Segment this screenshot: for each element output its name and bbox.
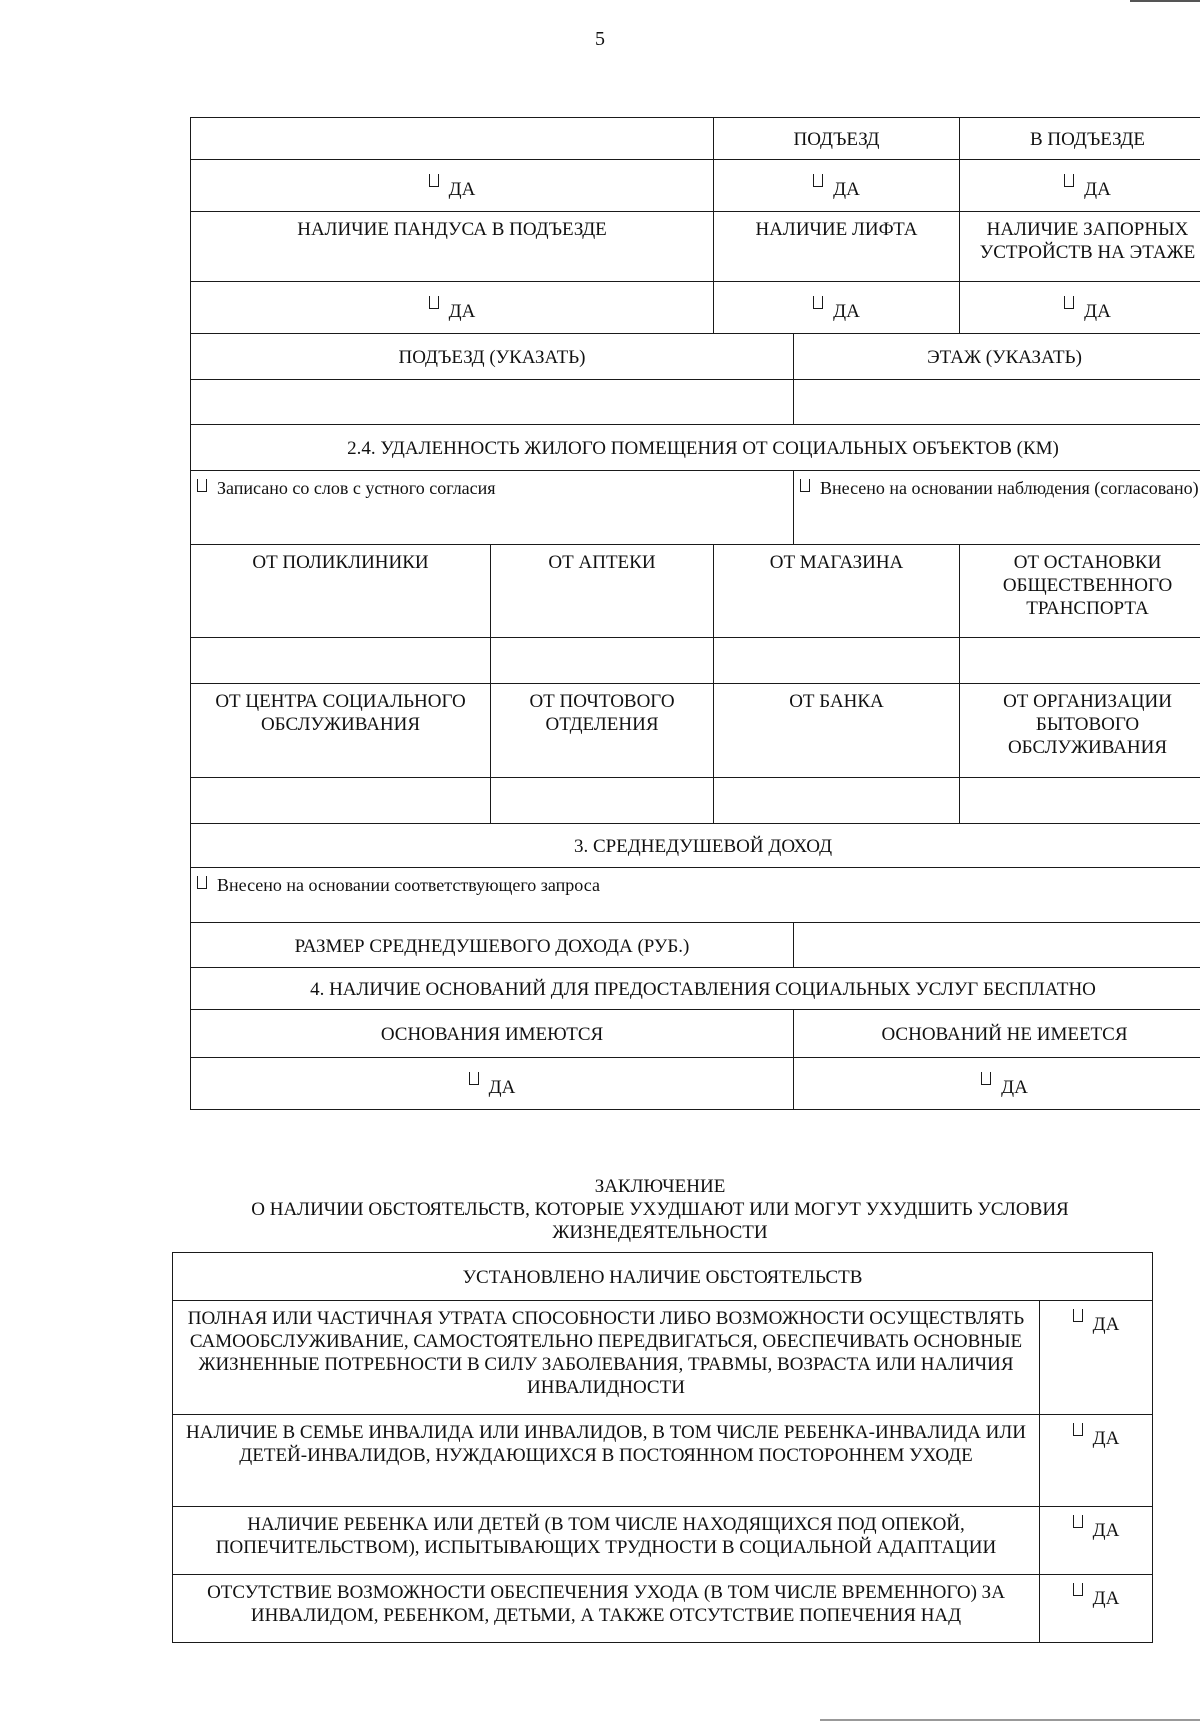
- checkbox-cell: [1040, 1301, 1153, 1415]
- conclusion-subtitle: О НАЛИЧИИ ОБСТОЯТЕЛЬСТВ, КОТОРЫЕ УХУДШАЮТ ИЛИ МОГУТ УХУДШИТЬ УСЛОВИЯ: [251, 1199, 1069, 1220]
- checkbox[interactable]: [1073, 1309, 1083, 1322]
- grounds-absent-label: ОСНОВАНИЙ НЕ ИМЕЕТСЯ: [794, 1010, 1200, 1058]
- distance-header-household-services: ОТ ОРГАНИЗАЦИИ БЫТОВОГО ОБСЛУЖИВАНИЯ: [960, 684, 1200, 778]
- checkbox[interactable]: [813, 296, 823, 309]
- header-entrance: ПОДЪЕЗД: [714, 118, 960, 160]
- checkbox[interactable]: [429, 296, 439, 309]
- option-verbal-label: Записано со слов с устного согласия: [217, 478, 496, 498]
- distance-input[interactable]: [191, 638, 491, 684]
- checkbox[interactable]: [197, 876, 207, 889]
- checkbox-label: ДА: [1092, 1428, 1120, 1449]
- option-observed-cell: [794, 471, 1200, 545]
- entrance-input[interactable]: [191, 380, 794, 425]
- option-observed-label: Внесено на основании наблюдения (согласовано): [820, 478, 1199, 498]
- checkbox-cell: [191, 160, 714, 212]
- conclusion-title: ЗАКЛЮЧЕНИЕ: [594, 1176, 726, 1197]
- distance-header-pharmacy: ОТ АПТЕКИ: [491, 545, 714, 638]
- checkbox-label: ДА: [1092, 1588, 1120, 1609]
- entrance-specify-label: ПОДЪЕЗД (УКАЗАТЬ): [191, 334, 794, 380]
- checkbox-label: ДА: [833, 179, 860, 200]
- locking-devices-label: НАЛИЧИЕ ЗАПОРНЫХ УСТРОЙСТВ НА ЭТАЖЕ: [960, 212, 1200, 282]
- distance-input[interactable]: [191, 778, 491, 824]
- checkbox-cell: [191, 1058, 794, 1110]
- checkbox[interactable]: [197, 479, 207, 492]
- section-4-title: 4. НАЛИЧИЕ ОСНОВАНИЙ ДЛЯ ПРЕДОСТАВЛЕНИЯ СОЦИАЛЬНЫХ УСЛУГ БЕСПЛАТНО: [191, 968, 1200, 1010]
- distance-input[interactable]: [714, 778, 960, 824]
- circumstances-table: [172, 1252, 1153, 1643]
- checkbox[interactable]: [800, 479, 810, 492]
- checkbox[interactable]: [813, 174, 823, 187]
- section-2-4-title: 2.4. УДАЛЕННОСТЬ ЖИЛОГО ПОМЕЩЕНИЯ ОТ СОЦИАЛЬНЫХ ОБЪЕКТОВ (КМ): [191, 425, 1200, 471]
- scan-edge-shadow: [820, 1719, 1200, 1721]
- checkbox-cell: [1040, 1575, 1153, 1643]
- checkbox[interactable]: [1073, 1423, 1083, 1436]
- option-request-cell: [191, 868, 1200, 923]
- checkbox-label: ДА: [1092, 1314, 1120, 1335]
- distance-input[interactable]: [960, 778, 1200, 824]
- distance-input[interactable]: [714, 638, 960, 684]
- scan-edge-mark: [1130, 0, 1200, 2]
- checkbox-label: ДА: [1084, 179, 1111, 200]
- checkbox[interactable]: [981, 1072, 991, 1085]
- circumstances-header: УСТАНОВЛЕНО НАЛИЧИЕ ОБСТОЯТЕЛЬСТВ: [173, 1253, 1153, 1301]
- questionnaire-table: [190, 117, 1200, 1110]
- checkbox-label: ДА: [833, 301, 860, 322]
- circumstance-item: НАЛИЧИЕ В СЕМЬЕ ИНВАЛИДА ИЛИ ИНВАЛИДОВ, В ТОМ ЧИСЛЕ РЕБЕНКА-ИНВАЛИДА ИЛИ ДЕТЕЙ-ИНВАЛИДОВ, НУЖДАЮЩИХСЯ В ПОСТОЯННОМ ПОСТОРОННЕМ УХОДЕ: [173, 1415, 1040, 1507]
- checkbox-label: ДА: [448, 179, 476, 200]
- checkbox[interactable]: [469, 1072, 479, 1085]
- distance-header-clinic: ОТ ПОЛИКЛИНИКИ: [191, 545, 491, 638]
- distance-input[interactable]: [491, 638, 714, 684]
- checkbox-cell: [1040, 1415, 1153, 1507]
- distance-input[interactable]: [960, 638, 1200, 684]
- checkbox-cell: [960, 160, 1200, 212]
- distance-header-post-office: ОТ ПОЧТОВОГО ОТДЕЛЕНИЯ: [491, 684, 714, 778]
- checkbox-cell: [191, 282, 714, 334]
- checkbox[interactable]: [1073, 1515, 1083, 1528]
- checkbox-label: ДА: [1092, 1520, 1120, 1541]
- header-in-entrance: В ПОДЪЕЗДЕ: [960, 118, 1200, 160]
- distance-header-shop: ОТ МАГАЗИНА: [714, 545, 960, 638]
- grounds-exist-label: ОСНОВАНИЯ ИМЕЮТСЯ: [191, 1010, 794, 1058]
- checkbox-cell: [960, 282, 1200, 334]
- circumstance-item: ПОЛНАЯ ИЛИ ЧАСТИЧНАЯ УТРАТА СПОСОБНОСТИ ЛИБО ВОЗМОЖНОСТИ ОСУЩЕСТВЛЯТЬ САМООБСЛУЖИВАНИЕ, САМОСТОЯТЕЛЬНО ПЕРЕДВИГАТЬСЯ, ОБЕСПЕЧИВАТЬ ОСНОВНЫЕ ЖИЗНЕННЫЕ ПОТРЕБНОСТИ В СИЛУ ЗАБОЛЕВАНИЯ, ТРАВМЫ, ВОЗРАСТА ИЛИ НАЛИЧИЯ ИНВАЛИДНОСТИ: [173, 1301, 1040, 1415]
- checkbox-cell: [1040, 1507, 1153, 1575]
- section-3-title: 3. СРЕДНЕДУШЕВОЙ ДОХОД: [191, 824, 1200, 868]
- option-verbal-cell: [191, 471, 794, 545]
- income-label: РАЗМЕР СРЕДНЕДУШЕВОГО ДОХОДА (РУБ.): [191, 923, 794, 968]
- income-input[interactable]: [794, 923, 1200, 968]
- checkbox[interactable]: [1064, 174, 1074, 187]
- checkbox-label: ДА: [488, 1077, 516, 1098]
- circumstance-item: ОТСУТСТВИЕ ВОЗМОЖНОСТИ ОБЕСПЕЧЕНИЯ УХОДА (В ТОМ ЧИСЛЕ ВРЕМЕННОГО) ЗА ИНВАЛИДОМ, РЕБЕНКОМ, ДЕТЬМИ, А ТАКЖЕ ОТСУТСТВИЕ ПОПЕЧЕНИЯ НАД: [173, 1575, 1040, 1643]
- checkbox-cell: [714, 282, 960, 334]
- page-number: 5: [595, 28, 605, 50]
- distance-header-bank: ОТ БАНКА: [714, 684, 960, 778]
- header-cell-empty: [191, 118, 714, 160]
- floor-specify-label: ЭТАЖ (УКАЗАТЬ): [794, 334, 1200, 380]
- checkbox[interactable]: [429, 174, 439, 187]
- floor-input[interactable]: [794, 380, 1200, 425]
- checkbox-cell: [714, 160, 960, 212]
- distance-input[interactable]: [491, 778, 714, 824]
- conclusion-subtitle-cont: ЖИЗНЕДЕЯТЕЛЬНОСТИ: [552, 1222, 768, 1243]
- distance-header-social-center: ОТ ЦЕНТРА СОЦИАЛЬНОГО ОБСЛУЖИВАНИЯ: [191, 684, 491, 778]
- checkbox[interactable]: [1073, 1583, 1083, 1596]
- checkbox[interactable]: [1064, 296, 1074, 309]
- option-request-label: Внесено на основании соответствующего запроса: [217, 875, 600, 895]
- checkbox-cell: [794, 1058, 1200, 1110]
- checkbox-label: ДА: [448, 301, 476, 322]
- ramp-label: НАЛИЧИЕ ПАНДУСА В ПОДЪЕЗДЕ: [191, 212, 714, 282]
- circumstance-item: НАЛИЧИЕ РЕБЕНКА ИЛИ ДЕТЕЙ (В ТОМ ЧИСЛЕ НАХОДЯЩИХСЯ ПОД ОПЕКОЙ, ПОПЕЧИТЕЛЬСТВОМ), ИСПЫТЫВАЮЩИХ ТРУДНОСТИ В СОЦИАЛЬНОЙ АДАПТАЦИИ: [173, 1507, 1040, 1575]
- distance-header-transport: ОТ ОСТАНОВКИ ОБЩЕСТВЕННОГО ТРАНСПОРТА: [960, 545, 1200, 638]
- conclusion-heading: [160, 1175, 1160, 1244]
- checkbox-label: ДА: [1084, 301, 1111, 322]
- elevator-label: НАЛИЧИЕ ЛИФТА: [714, 212, 960, 282]
- checkbox-label: ДА: [1001, 1077, 1028, 1098]
